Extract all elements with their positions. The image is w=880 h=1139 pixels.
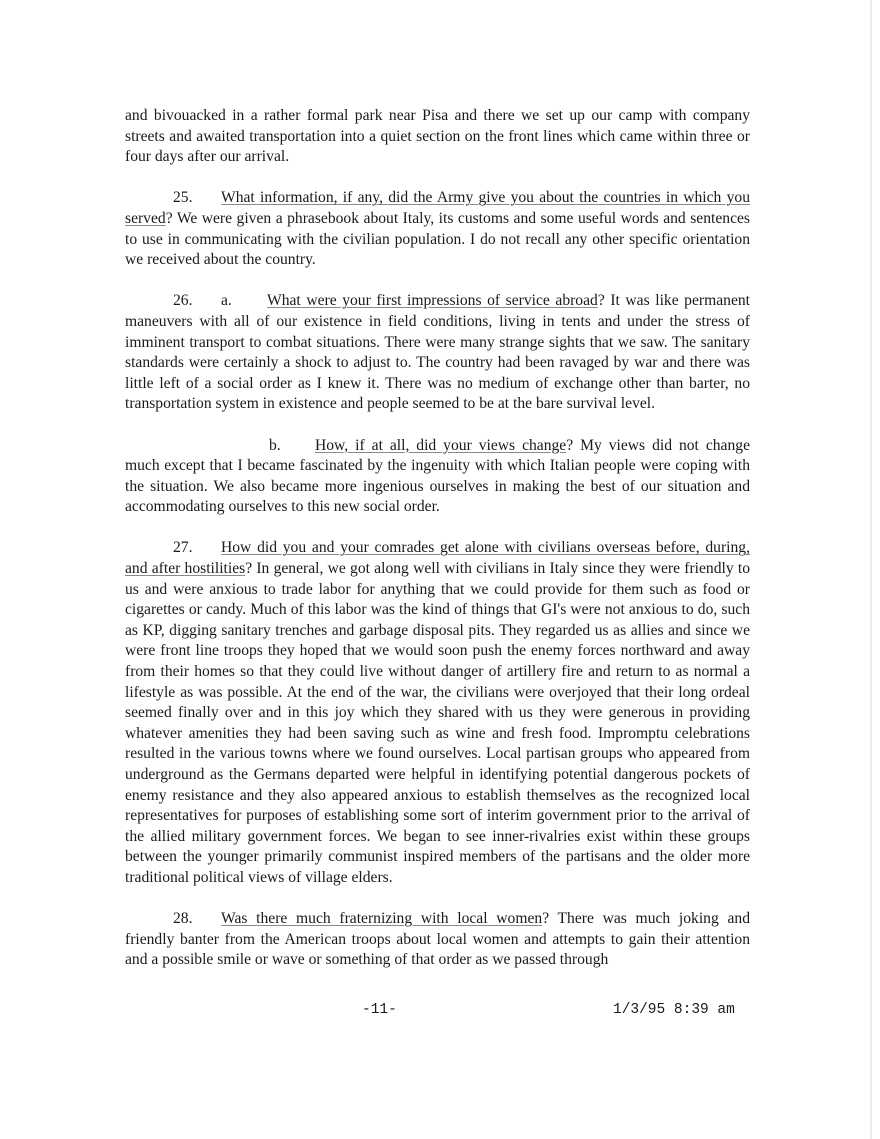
page-number: -11- — [362, 1002, 397, 1018]
question-number: 26. — [173, 292, 193, 310]
answer-text: ? It was like permanent maneuvers with all of our existence in field conditions, living in tents and under the stress of imminent transport to combat situations. There were many strange sights that we saw. The sanitary standards were certainly a shock to adjust to. The country had been ravaged by war and there was little left of a social order as I knew it. There was no medium of exchange other than barter, no transportation system in existence and people seemed to be at the bare survival level. — [125, 292, 750, 413]
question-number: 28. — [173, 910, 193, 928]
question-number: 25. — [173, 189, 193, 207]
question-text: How did you and your comrades get alone with civilians overseas before, during, and after hostilities — [125, 539, 750, 578]
paragraph-q27 — [125, 538, 750, 888]
question-text: Was there much fraternizing with local women — [221, 910, 543, 928]
document-body — [125, 106, 750, 992]
question-text: How, if at all, did your views change — [315, 436, 567, 454]
answer-text: ? We were given a phrasebook about Italy, its customs and some useful words and sentences to use in communicating with the civilian population. I do not recall any other specific orientation we received about the country. — [125, 209, 750, 269]
question-subletter: a. — [221, 292, 232, 310]
paragraph-q26b — [125, 436, 750, 518]
answer-text: ? My views did not change much except that I became fascinated by the ingenuity with which Italian people were coping with the situation. We also became more ingenious ourselves in making the best of our situation and accommodating ourselves to this new social order. — [125, 436, 750, 516]
scan-edge — [870, 0, 872, 1139]
question-text: What were your first impressions of service abroad — [267, 292, 598, 310]
paragraph-q26a — [125, 291, 750, 415]
question-text: What information, if any, did the Army give you about the countries in which you served — [125, 189, 750, 227]
question-number: 27. — [173, 539, 193, 557]
paragraph-q25 — [125, 188, 750, 270]
paragraph-continuation — [125, 106, 750, 168]
footer-timestamp: 1/3/95 8:39 am — [613, 1002, 735, 1018]
answer-text: and bivouacked in a rather formal park near Pisa and there we set up our camp with company streets and awaited transportation into a quiet section on the front lines which came within three or four days after our arrival. — [125, 107, 750, 166]
answer-text: ? In general, we got along well with civilians in Italy since they were friendly to us and were anxious to trade labor for anything that we could provide for them such as food or cigarettes or candy. Much of this labor was the kind of things that GI's were not anxious to do, such as KP, digging sanitary trenches and garbage disposal pits. They regarded us as allies and since we were front line troops they hoped that we would soon push the enemy forces northward and away from their homes so that they could live without danger of artillery fire and return to as normal a lifestyle as was possible. At the end of the war, the civilians were overjoyed that their long ordeal seemed finally over and in this joy which they shared with us they were generous in providing whatever amenities they had been saving such as wine and fresh food. Impromptu celebrations resulted in the various towns where we found ourselves. Local partisan groups who appeared from underground as the Germans departed were helpful in identifying potential dangerous pockets of enemy resistance and they also appeared anxious to establish themselves as the recognized local representatives for purposes of establishing some sort of interim government prior to the arrival of the allied military government forces. We began to see inner-rivalries exist within these groups between the younger primarily communist inspired members of the partisans and the older more traditional political views of village elders. — [125, 560, 750, 886]
question-subletter: b. — [269, 436, 281, 454]
paragraph-q28 — [125, 909, 750, 971]
answer-text: ? There was much joking and friendly banter from the American troops about local women and attempts to gain their attention and a possible smile or wave or something of that order as we passed through — [125, 910, 750, 969]
